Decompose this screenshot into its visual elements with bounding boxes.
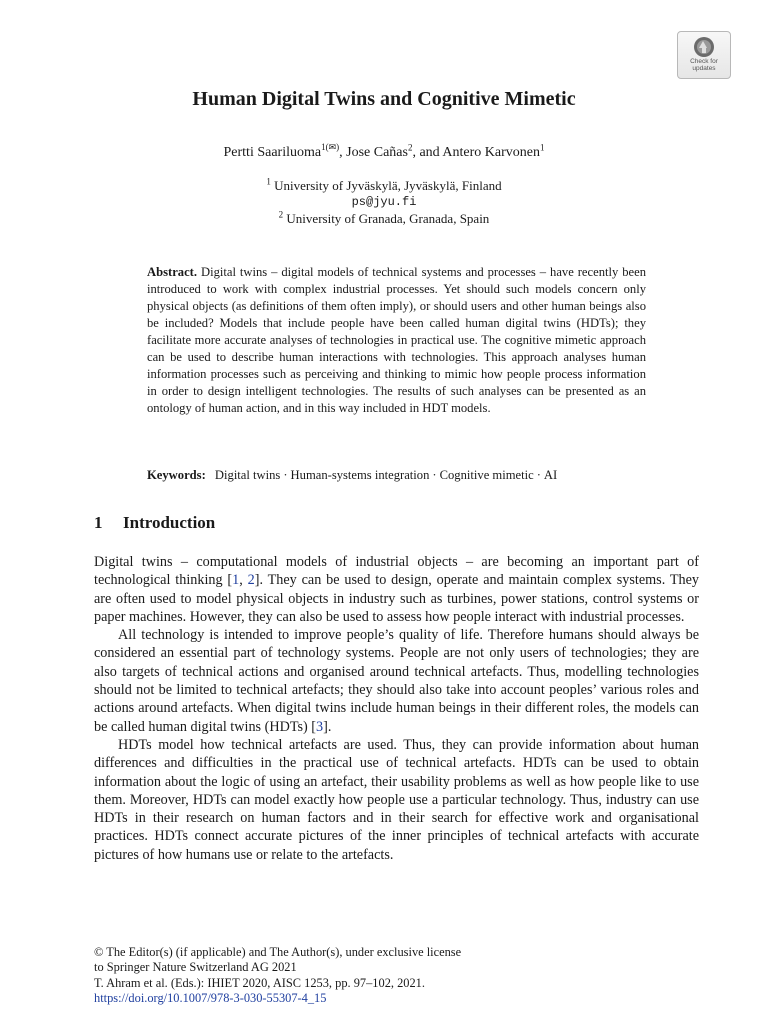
keyword-item: Cognitive mimetic	[439, 468, 534, 482]
check-for-updates-label: Check for updates	[690, 58, 718, 72]
keyword-item: AI	[543, 468, 558, 482]
keyword-item: Human-systems integration	[290, 468, 430, 482]
author-email[interactable]: ps@jyu.fi	[351, 195, 417, 209]
check-for-updates-badge[interactable]	[677, 31, 731, 79]
paragraph-2: All technology is intended to improve people’s quality of life. Therefore humans should always be considered an essential part of technology systems. People are not only users of technologies; they are also targets of technical actions and organised around technical artefacts. Thus, modelling technologies should not be limited to technical artefacts; they should also take into account peoples’ various roles and actions around artefacts. When digital twins include human beings in their different roles, the models can be called human digital twins (HDTs) [3].	[94, 627, 699, 735]
citation-link[interactable]: 2	[247, 572, 255, 589]
keywords	[147, 467, 646, 484]
copyright-line: © The Editor(s) (if applicable) and The Author(s), under exclusive license	[94, 945, 462, 959]
author-name: Jose Cañas	[346, 145, 408, 160]
paper-title: Human Digital Twins and Cognitive Mimetic	[192, 88, 576, 110]
section-title: Introduction	[123, 513, 216, 532]
author-superscript: 1(✉)	[321, 142, 340, 154]
citation-line: T. Ahram et al. (Eds.): IHIET 2020, AISC 1253, pp. 97–102, 2021.	[94, 975, 425, 990]
body-text	[94, 553, 699, 864]
author-superscript: 2	[407, 142, 413, 153]
author-superscript: 1	[540, 142, 545, 153]
author-name: Pertti Saariluoma	[223, 145, 322, 160]
copyright-footnote	[94, 945, 699, 1006]
affiliation-1: $^1$ University of Jyväskylä, Jyväskylä, Finland	[266, 176, 502, 193]
citation-link[interactable]: 1	[232, 572, 240, 589]
keywords-label: Keywords:	[147, 468, 206, 482]
abstract-label: Abstract.	[147, 265, 198, 279]
keyword-item: Digital twins	[214, 468, 281, 482]
check-for-updates-icon	[692, 36, 716, 58]
abstract-text: Digital twins – digital models of technical systems and processes – have recently been introduced to work with complex industrial processes. Yet should such models concern only physical objects (as definitions of them often imply), or should users and other human beings also be included? Models that include people have been called human digital twins (HDTs); they facilitate more accurate analyses of technologies in practical use. The cognitive mimetic approach can be used to describe human interactions with technologies. This approach analyses human information processes such as perceiving and thinking to mimic how people process information in order to design intelligent technologies. The results of such analyses can be presented as an ontology of human action, and in this way included in HDT models.	[147, 265, 647, 415]
doi-link[interactable]: https://doi.org/10.1007/978-3-030-55307-4_15	[94, 990, 327, 1005]
abstract	[147, 264, 646, 417]
keyword-separator: ·	[432, 468, 437, 482]
paragraph-1: Digital twins – computational models of industrial objects – are becoming an important part of technological thinking [1, 2]. They can be used to design, operate and maintain complex systems. They are often used to model physical objects in industry such as turbines, power stations, control systems or paper machines. However, they can also be used to assess how people interact with industrial processes.	[94, 554, 699, 625]
author-line: Pertti Saariluoma$^{1(✉)}$, Jose Cañas$^2$, and Antero Karvonen$^1$	[223, 142, 545, 160]
affiliation-2: $^2$ University of Granada, Granada, Spain	[278, 209, 490, 226]
author-name: Antero Karvonen	[442, 145, 540, 160]
keyword-separator: ·	[536, 468, 541, 482]
citation-link[interactable]: 3	[316, 718, 324, 735]
section-number: 1	[94, 513, 103, 532]
envelope-icon[interactable]: ✉	[328, 143, 337, 154]
paragraph-3: HDTs model how technical artefacts are used. Thus, they can provide information about human differences and difficulties in the practical use of technical artefacts. HDTs can be used to obtain information about the logic of using an artefact, their usability problems as well as how people like to use them. Moreover, HDTs can model exactly how people use a particular technology. Thus, industry can use HDTs in their research on human factors and in their search for effective work and organisational practices. HDTs connect accurate pictures of the inner principles of technical artefacts with accurate pictures of how humans use or relate to the artefacts.	[94, 736, 699, 863]
keyword-separator: ·	[283, 468, 288, 482]
section-heading	[94, 513, 215, 533]
copyright-line: to Springer Nature Switzerland AG 2021	[94, 960, 297, 975]
